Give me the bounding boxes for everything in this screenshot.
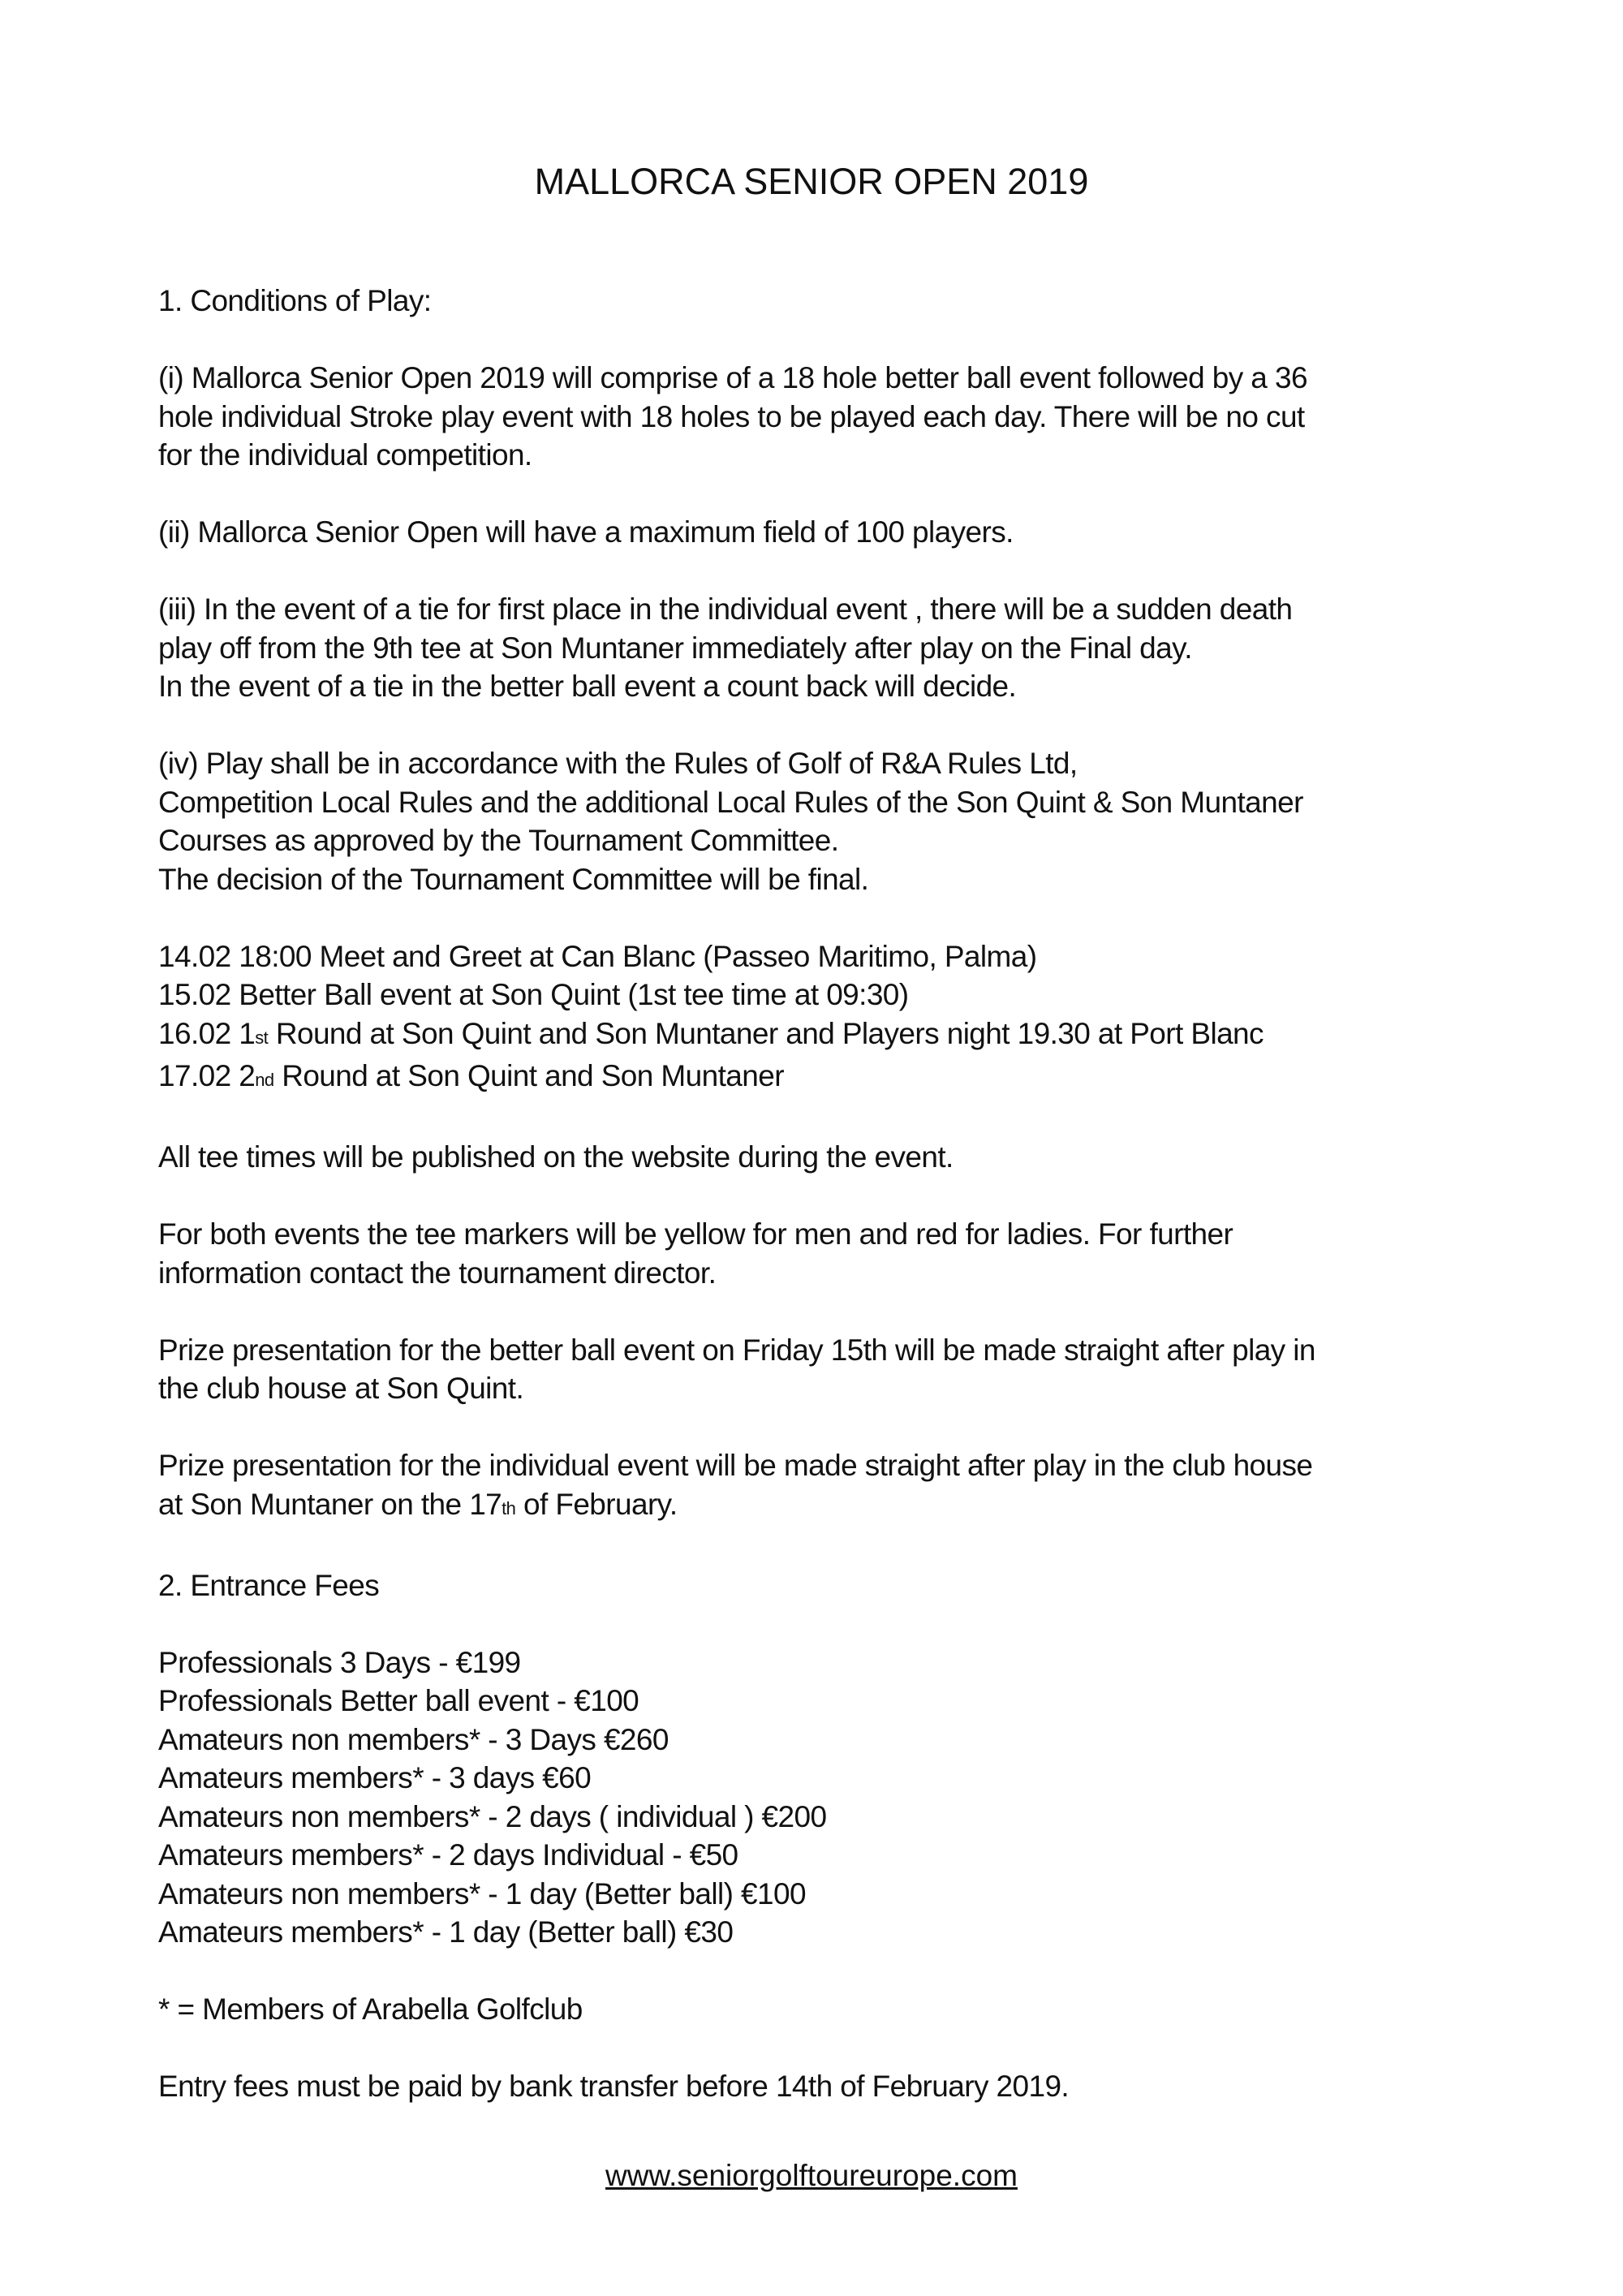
paragraph-i <box>158 359 1554 475</box>
ordinal-suffix: th <box>502 1497 516 1518</box>
schedule-text: 17.02 2 <box>158 1059 256 1092</box>
text-line: The decision of the Tournament Committee will be final. <box>158 862 869 896</box>
text-line: Courses as approved by the Tournament Committee. <box>158 824 839 857</box>
paragraph-iv <box>158 744 1554 898</box>
section-2-heading <box>158 1566 1554 1605</box>
schedule-item: 15.02 Better Ball event at Son Quint (1st tee time at 09:30) <box>158 978 909 1011</box>
text-line: Prize presentation for the better ball event on Friday 15th will be made straight after play in <box>158 1333 1315 1367</box>
text-segment: at Son Muntaner on the 17 <box>158 1487 502 1521</box>
ordinal-suffix: st <box>255 1027 269 1048</box>
document-body <box>158 282 1554 2144</box>
text-line: Prize presentation for the individual event will be made straight after play in the club house <box>158 1449 1313 1482</box>
fee-item: Amateurs non members* - 3 Days €260 <box>158 1722 669 1756</box>
text-line: information contact the tournament director. <box>158 1256 717 1290</box>
text-segment: of February. <box>515 1487 678 1521</box>
footnote <box>158 1990 1554 2029</box>
schedule-text: Round at Son Quint and Son Muntaner <box>273 1059 784 1092</box>
schedule-item <box>158 1014 1554 1058</box>
fees-list <box>158 1643 1554 1952</box>
paragraph-iii <box>158 590 1554 706</box>
schedule-text: 16.02 1 <box>158 1016 256 1050</box>
fee-item: Amateurs members* - 3 days €60 <box>158 1761 592 1794</box>
fee-item: Amateurs members* - 2 days Individual - €50 <box>158 1838 738 1872</box>
text-line: For both events the tee markers will be yellow for men and red for ladies. For further <box>158 1217 1233 1251</box>
text-line: play off from the 9th tee at Son Muntaner immediately after play on the Final day. <box>158 631 1192 665</box>
text-line: (ii) Mallorca Senior Open will have a maximum field of 100 players. <box>158 515 1014 549</box>
fee-item: Amateurs non members* - 2 days ( individual ) €200 <box>158 1799 827 1833</box>
text-line: (iii) In the event of a tie for first place in the individual event , there will be a sudden death <box>158 592 1293 626</box>
fee-item: Professionals Better ball event - €100 <box>158 1684 639 1717</box>
schedule-text: Round at Son Quint and Son Muntaner and Players night 19.30 at Port Blanc <box>268 1016 1264 1050</box>
text-line: hole individual Stroke play event with 18 holes to be played each day. There will be no cut <box>158 399 1305 433</box>
document-title: MALLORCA SENIOR OPEN 2019 <box>534 161 1089 202</box>
text-line: Competition Local Rules and the additional Local Rules of the Son Quint & Son Muntaner <box>158 785 1303 819</box>
text-line: In the event of a tie in the better ball event a count back will decide. <box>158 670 1017 703</box>
payment-note <box>158 2067 1554 2106</box>
text-line <box>158 1485 1554 1528</box>
schedule-item <box>158 1057 1554 1100</box>
fee-item: Amateurs non members* - 1 day (Better ball) €100 <box>158 1876 806 1910</box>
prize-individual-note <box>158 1446 1554 1527</box>
text-line: All tee times will be published on the website during the event. <box>158 1140 954 1174</box>
text-line: (iv) Play shall be in accordance with the Rules of Golf of R&A Rules Ltd, <box>158 747 1078 780</box>
text-line: Entry fees must be paid by bank transfer before 14th of February 2019. <box>158 2070 1070 2103</box>
fee-item: Professionals 3 Days - €199 <box>158 1645 521 1679</box>
footer <box>0 2156 1623 2196</box>
text-line: for the individual competition. <box>158 438 532 472</box>
fee-item: Amateurs members* - 1 day (Better ball) €30 <box>158 1915 734 1949</box>
heading-text: 1. Conditions of Play: <box>158 284 432 317</box>
schedule-item: 14.02 18:00 Meet and Greet at Can Blanc (Passeo Maritimo, Palma) <box>158 939 1037 973</box>
prize-betterball-note <box>158 1331 1554 1408</box>
ordinal-suffix: nd <box>255 1070 274 1090</box>
heading-text: 2. Entrance Fees <box>158 1568 380 1602</box>
text-line: (i) Mallorca Senior Open 2019 will comprise of a 18 hole better ball event followed by a 36 <box>158 361 1307 394</box>
text-line: * = Members of Arabella Golfclub <box>158 1992 583 2026</box>
schedule <box>158 937 1554 1100</box>
paragraph-ii <box>158 513 1554 552</box>
website-link[interactable]: www.seniorgolftoureurope.com <box>605 2159 1018 2192</box>
tee-markers-note <box>158 1215 1554 1292</box>
text-line: the club house at Son Quint. <box>158 1372 524 1405</box>
section-1-heading <box>158 282 1554 321</box>
tee-times-note <box>158 1138 1554 1177</box>
